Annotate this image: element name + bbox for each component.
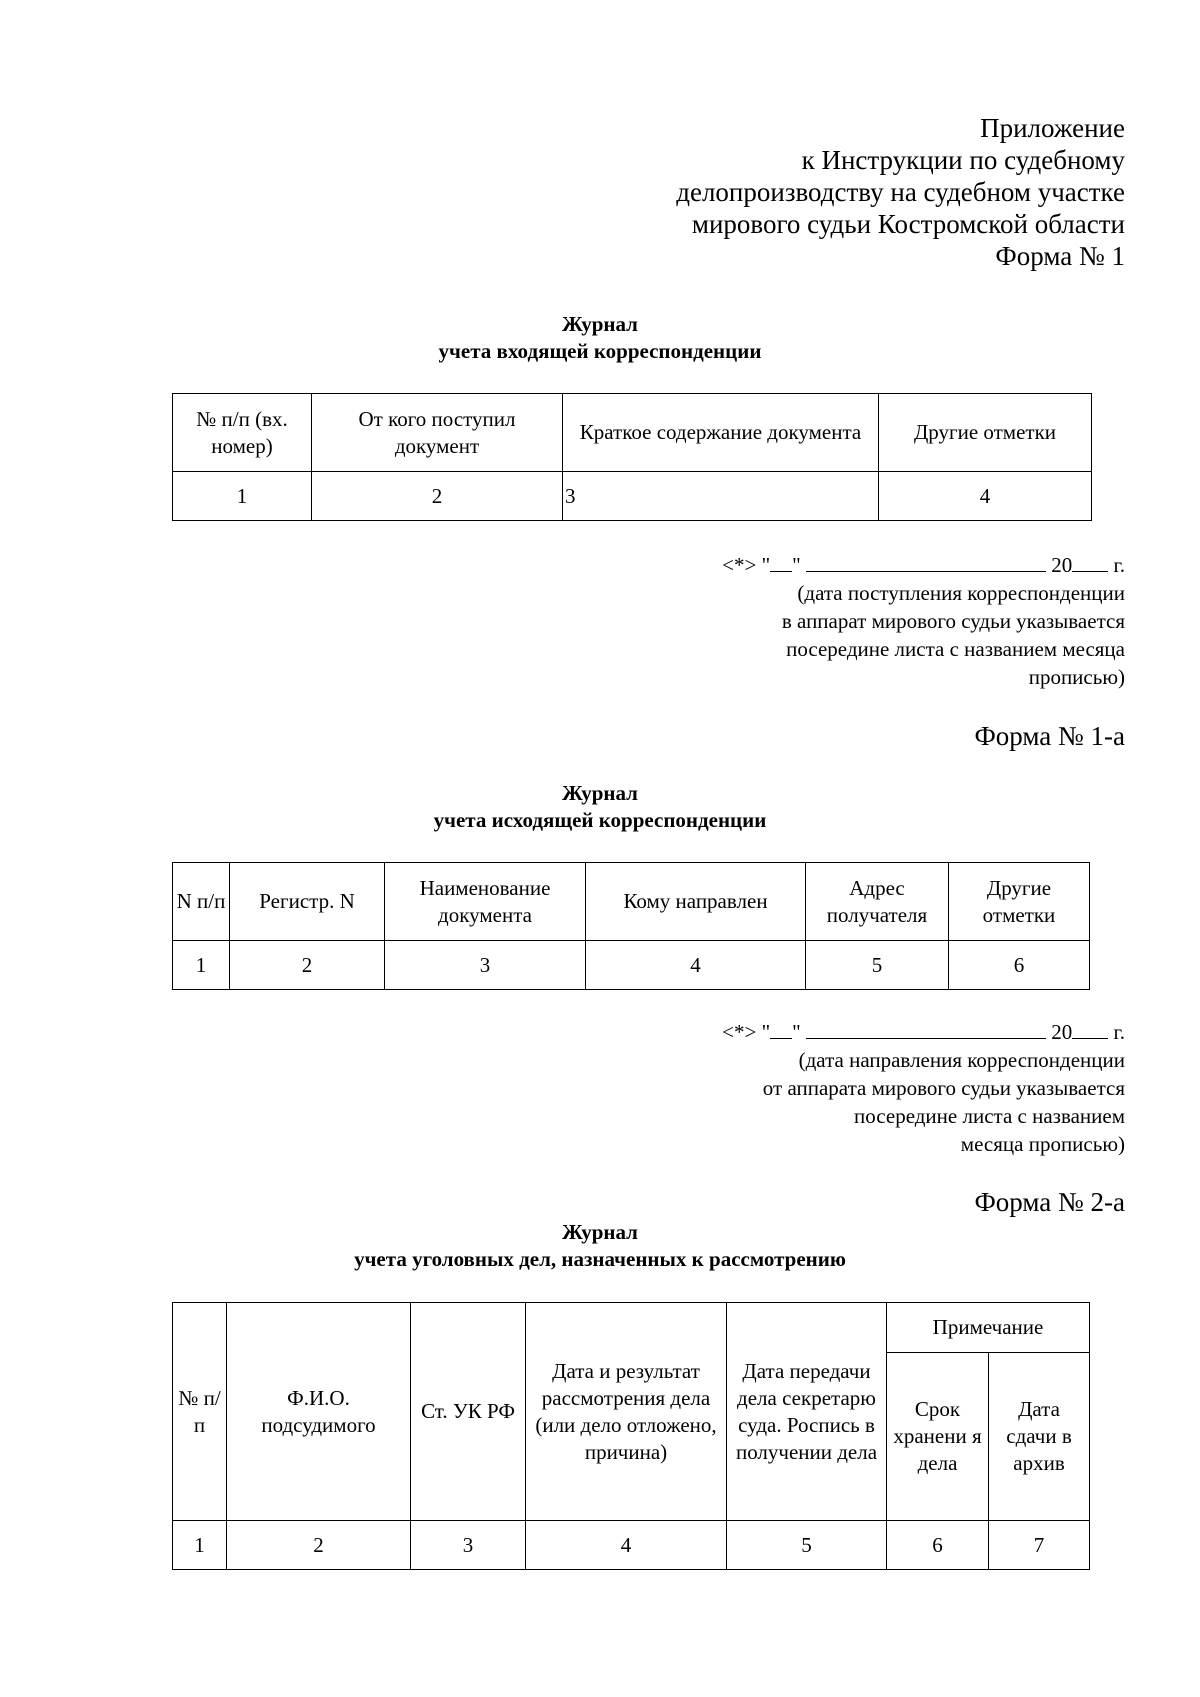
column-subheader: Срок хранени я дела bbox=[887, 1353, 989, 1521]
column-header: От кого поступил документ bbox=[312, 394, 563, 472]
form-1a-title bbox=[0, 780, 1200, 834]
column-header: № п/п bbox=[173, 1303, 227, 1521]
table-number-row bbox=[173, 1521, 1090, 1570]
criminal-cases-table bbox=[172, 1302, 1090, 1570]
footnote-date-line: <*> " " 20 г. bbox=[722, 1020, 1125, 1044]
column-header: Кому направлен bbox=[586, 863, 806, 941]
footnote-date-line: <*> " " 20 г. bbox=[722, 553, 1125, 577]
column-header: Краткое содержание документа bbox=[563, 394, 879, 472]
column-number: 2 bbox=[312, 472, 563, 521]
column-header: Дата и результат рассмотрения дела (или дело отложено, причина) bbox=[526, 1303, 727, 1521]
column-header-group: Примечание bbox=[887, 1303, 1090, 1353]
outgoing-correspondence-table bbox=[172, 862, 1090, 990]
column-number: 7 bbox=[989, 1521, 1090, 1570]
year-blank bbox=[1072, 1018, 1108, 1039]
column-header: Регистр. N bbox=[230, 863, 385, 941]
column-number: 4 bbox=[526, 1521, 727, 1570]
table-header-row bbox=[173, 863, 1090, 941]
column-number: 6 bbox=[949, 941, 1090, 990]
appendix-line-4: мирового судьи Костромской области bbox=[691, 209, 1125, 239]
column-number: 3 bbox=[385, 941, 586, 990]
appendix-header bbox=[676, 112, 1125, 272]
form-2a-title bbox=[0, 1219, 1200, 1273]
column-header: Ст. УК РФ bbox=[411, 1303, 526, 1521]
column-subheader: Дата сдачи в архив bbox=[989, 1353, 1090, 1521]
form-2a-title-line-2: учета уголовных дел, назначенных к рассмотрению bbox=[354, 1247, 846, 1271]
form-1a-title-line-2: учета исходящей корреспонденции bbox=[433, 808, 767, 832]
table-number-row bbox=[173, 941, 1090, 990]
column-number: 6 bbox=[887, 1521, 989, 1570]
month-blank bbox=[806, 1018, 1046, 1039]
incoming-correspondence-table bbox=[172, 393, 1092, 521]
column-header: N п/п bbox=[173, 863, 230, 941]
column-number: 1 bbox=[173, 941, 230, 990]
table-header-row bbox=[173, 1303, 1090, 1353]
form-1a-footnote bbox=[722, 1018, 1125, 1158]
footnote-line-3: в аппарат мирового судьи указывается bbox=[781, 609, 1125, 633]
footnote-line-4: посередине листа с названием bbox=[854, 1104, 1125, 1128]
column-number: 3 bbox=[563, 472, 879, 521]
column-number: 2 bbox=[230, 941, 385, 990]
column-number: 3 bbox=[411, 1521, 526, 1570]
column-number: 2 bbox=[227, 1521, 411, 1570]
form-2a-title-line-1: Журнал bbox=[562, 1220, 638, 1244]
form-1a-label: Форма № 1-а bbox=[974, 721, 1125, 751]
footnote-line-2: (дата поступления корреспонденции bbox=[797, 581, 1125, 605]
appendix-line-1: Приложение bbox=[980, 113, 1125, 143]
table-header-row bbox=[173, 394, 1092, 472]
year-blank bbox=[1072, 551, 1108, 572]
column-header: Адрес получателя bbox=[806, 863, 949, 941]
column-header: Ф.И.О. подсудимого bbox=[227, 1303, 411, 1521]
day-blank bbox=[770, 551, 792, 572]
footnote-line-3: от аппарата мирового судьи указывается bbox=[762, 1076, 1125, 1100]
column-header: Дата передачи дела секретарю суда. Роспись в получении дела bbox=[727, 1303, 887, 1521]
footnote-line-5: месяца прописью) bbox=[960, 1132, 1125, 1156]
column-header: Другие отметки bbox=[879, 394, 1092, 472]
footnote-line-4: посередине листа с названием месяца bbox=[786, 637, 1125, 661]
form-1a-title-line-1: Журнал bbox=[562, 781, 638, 805]
column-number: 1 bbox=[173, 1521, 227, 1570]
table-number-row bbox=[173, 472, 1092, 521]
column-number: 5 bbox=[727, 1521, 887, 1570]
column-header: Наименование документа bbox=[385, 863, 586, 941]
column-header: Другие отметки bbox=[949, 863, 1090, 941]
appendix-line-2: к Инструкции по судебному bbox=[801, 145, 1125, 175]
form-1-title-line-1: Журнал bbox=[562, 312, 638, 336]
form-1-label: Форма № 1 bbox=[995, 241, 1125, 271]
footnote-line-2: (дата направления корреспонденции bbox=[798, 1048, 1125, 1072]
column-header: № п/п (вх. номер) bbox=[173, 394, 312, 472]
column-number: 4 bbox=[586, 941, 806, 990]
appendix-line-3: делопроизводству на судебном участке bbox=[676, 177, 1125, 207]
month-blank bbox=[806, 551, 1046, 572]
form-1-footnote bbox=[722, 551, 1125, 691]
form-1-title bbox=[0, 311, 1200, 365]
footnote-line-5: прописью) bbox=[1028, 665, 1125, 689]
column-number: 5 bbox=[806, 941, 949, 990]
form-1-title-line-2: учета входящей корреспонденции bbox=[438, 339, 762, 363]
column-number: 1 bbox=[173, 472, 312, 521]
column-number: 4 bbox=[879, 472, 1092, 521]
form-2a-label: Форма № 2-а bbox=[974, 1187, 1125, 1217]
day-blank bbox=[770, 1018, 792, 1039]
